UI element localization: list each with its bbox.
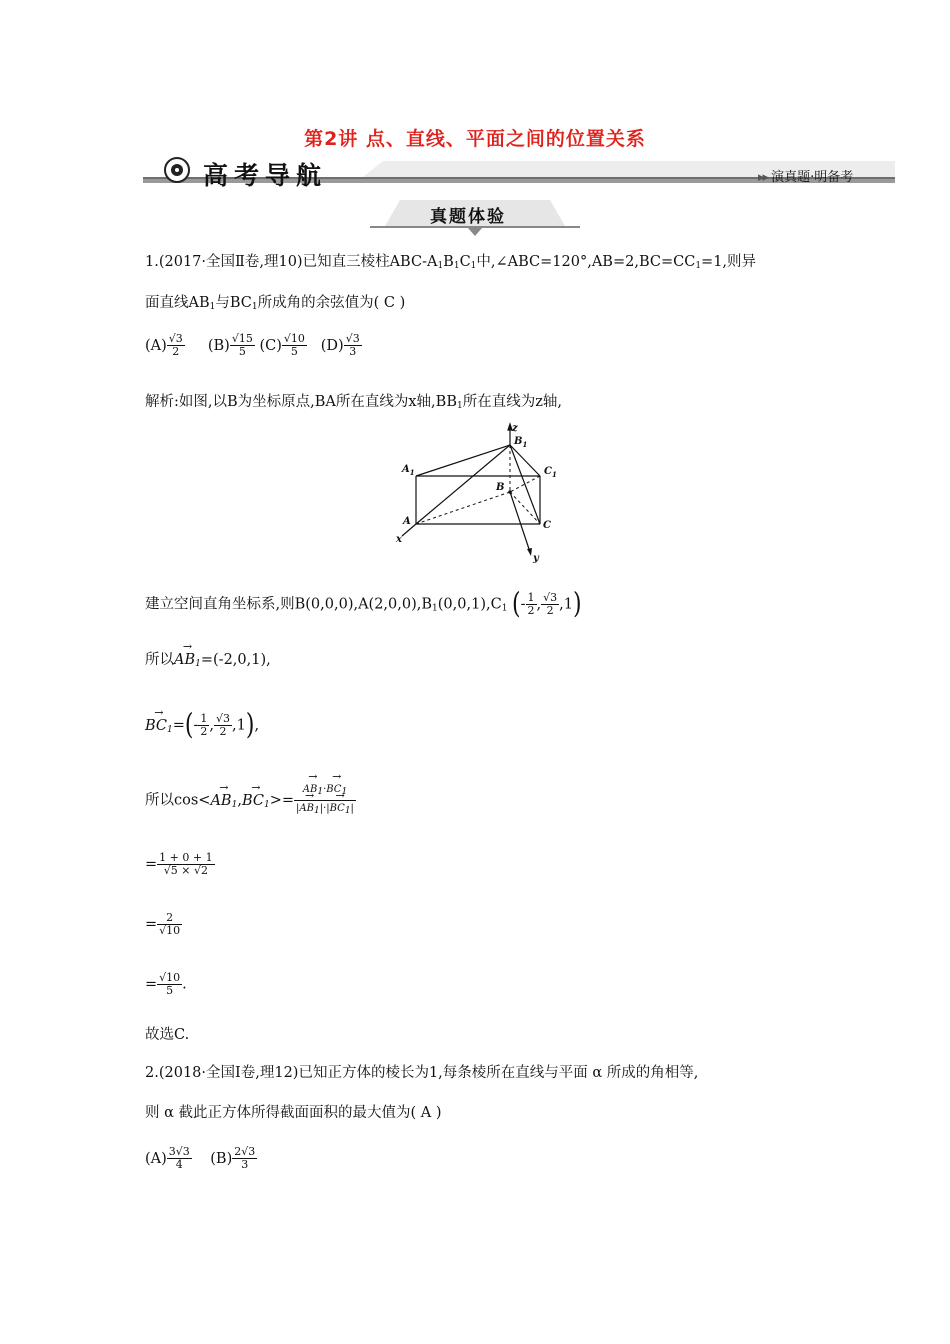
q1-vector-ab1: 所以→ $AB_1=(-2,0,1)$, (145, 650, 271, 674)
target-icon (165, 158, 189, 182)
q1-step1: = $\frac{1 + 0 + 1}{√5 \times √2}$ (145, 851, 213, 877)
label-b: B (496, 482, 505, 493)
label-b1: $B_1$ (514, 436, 528, 449)
edge-a1b1 (416, 445, 510, 476)
band-title: 高考导航 (203, 161, 328, 190)
q1-analysis-intro: 解析:如图,以B为坐标原点,BA所在直线为x轴$,BB_1$所在直线为z轴, (145, 394, 562, 411)
q1-answer: 故选C. (145, 1027, 190, 1043)
q1-options (145, 333, 362, 358)
q2-option-b: (B) $\frac{2√3}{3}$ (210, 1145, 256, 1171)
q2-options (145, 1146, 257, 1171)
band-subtitle: ▸▸ 演真题·明备考 (758, 170, 854, 185)
edge-b1c1 (510, 445, 540, 476)
q2-option-a: (A) $\frac{3√3}{4}$ (145, 1145, 190, 1171)
label-c1: $C_1$ (544, 466, 557, 479)
section-tab-label: 真题体验 (430, 207, 506, 227)
segment-b1c (510, 445, 540, 524)
label-y: y (533, 553, 539, 564)
label-z: z (512, 423, 518, 434)
q2-stem-line1: 2.(2018·全国Ⅰ卷,理12)已知正方体的棱长为1,每条棱所在直线与平面 α 所成的角相等, (145, 1065, 699, 1081)
q1-stem-line2: 面直线$AB_1$与$BC_1$所成角的余弦值为( C ) (145, 295, 406, 312)
lesson-title: 第2讲 点、直线、平面之间的位置关系 (304, 128, 646, 150)
option-a: (A) $\frac{√3}{2}$ (145, 332, 183, 358)
edge-ab (416, 492, 510, 524)
option-c: (C) $\frac{√10}{5}$ (259, 332, 305, 358)
edge-bc (510, 492, 540, 524)
q1-step2: = $\frac{2}{√10}$ (145, 911, 181, 937)
q1-step3: = $\frac{√10}{5}$ . (145, 971, 187, 997)
y-axis (510, 492, 530, 552)
label-a: A (403, 516, 411, 527)
q2-stem-line2: 则 α 截此正方体所得截面面积的最大值为( A ) (145, 1105, 442, 1121)
q1-cosine: 所以$\cos<\to AB_1,\to BC_1>=$ → $\frac{AB_1\cdot\to BC_1}{|\to AB_1|\cdot|\to BC_1|}$ (145, 782, 356, 819)
q1-vector-bc1: → $BC_1=(-$ $\frac{1}{2}$ , $\frac{√3}{2}$ ,1), (145, 713, 259, 740)
label-x: x (396, 534, 402, 545)
q1-coordinates: 建立空间直角坐标系,则$B(0,0,0),A(2,0,0),B_1(0,0,1),C_1$ (- $\frac{1}{2}$ , $\frac{√3}{2}$ ,1) (145, 587, 582, 621)
double-arrow-icon: ▸▸ (758, 170, 768, 185)
option-d: (D) $\frac{√3}{3}$ (320, 332, 360, 358)
q1-stem-line1: 1.(2017·全国Ⅱ卷,理10)已知直三棱柱ABC-$A_1B_1C_1$中$,\angle ABC=120^\circ,AB=2,BC=CC_1=1$,则异 (145, 254, 757, 271)
label-a1: $A_1$ (402, 464, 415, 477)
label-c: C (543, 520, 551, 531)
prism-figure (390, 418, 565, 566)
option-b: (B) $\frac{√15}{5}$ (207, 332, 253, 358)
